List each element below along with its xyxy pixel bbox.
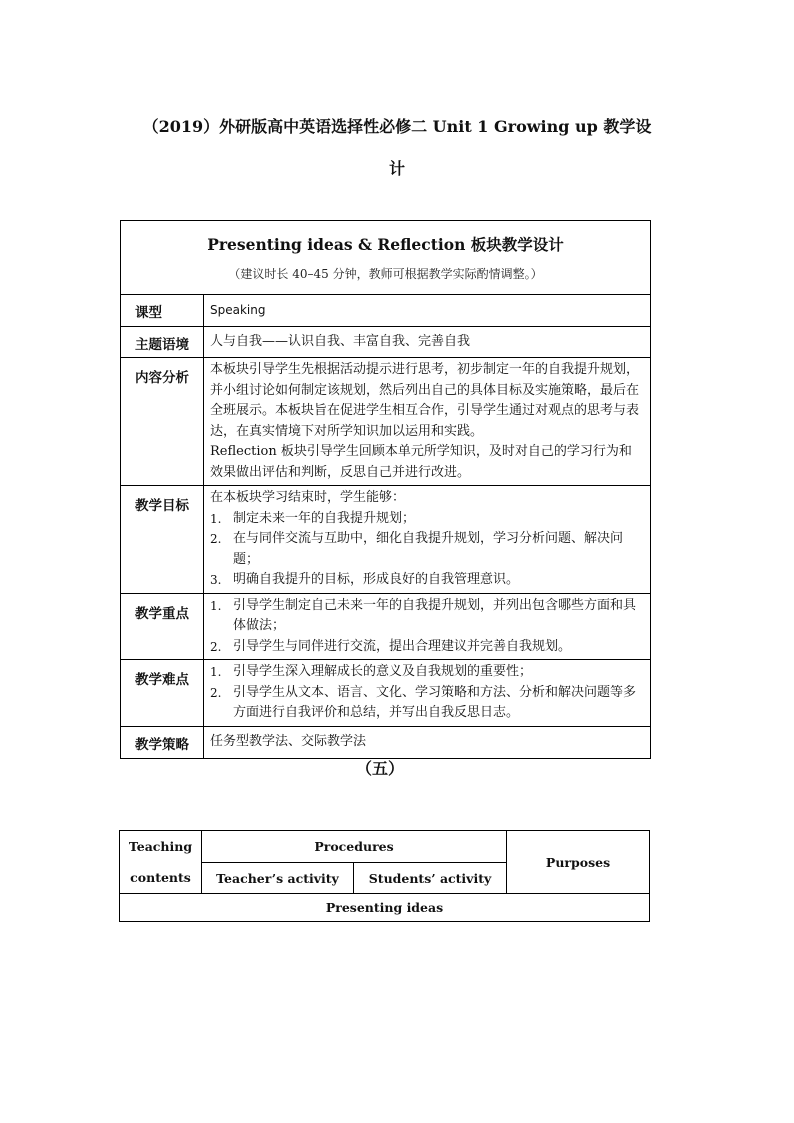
teaching-goals-list — [210, 509, 644, 591]
list-item — [210, 529, 644, 570]
document-title — [120, 106, 674, 190]
teaching-goals-intro: 在本板块学习结束时，学生能够： — [210, 490, 406, 505]
procedure-header-row — [120, 831, 650, 863]
list-item-number: 1. — [210, 665, 222, 679]
teaching-contents-line2: contents — [130, 870, 191, 885]
row-theme — [121, 327, 651, 358]
theme-label: 主题语境 — [121, 327, 204, 358]
content-analysis-para2: Reflection 板块引导学生回顾本单元所学知识，及时对自己的学习行为和效果做出评估和判断，反思自己并进行改进。 — [210, 444, 632, 480]
difficulties-list — [210, 662, 644, 724]
row-difficulties — [121, 660, 651, 727]
teaching-strategy-value: 任务型教学法、交际教学法 — [204, 726, 651, 758]
section-marker: （五） — [355, 759, 404, 778]
lesson-type-label: 课型 — [121, 295, 204, 327]
list-item-number: 2. — [210, 685, 222, 700]
content-analysis-label: 内容分析 — [121, 358, 204, 486]
list-item-number: 2. — [210, 639, 222, 654]
list-item-number: 2. — [210, 532, 222, 546]
purposes-header: Purposes — [507, 831, 650, 894]
difficulties-value — [204, 660, 651, 727]
teacher-activity-header: Teacher’s activity — [202, 863, 354, 894]
content-analysis-para1: 本板块引导学生先根据活动提示进行思考，初步制定一年的自我提升规划，并小组讨论如何制定该规划，然后列出自己的具体目标及实施策略，最后在全班展示。本板块旨在促进学生相互合作，引导学生通过对观点的思考与表达，在真实情境下对所学知识加以运用和实践。 — [210, 362, 640, 439]
list-item — [210, 683, 644, 724]
row-teaching-strategy — [121, 726, 651, 758]
list-item-text: 引导学生与同伴进行交流，提出合理建议并完善自我规划。 — [233, 638, 572, 654]
content-analysis-value — [204, 358, 651, 486]
list-item — [210, 596, 644, 637]
list-item-number: 3. — [210, 573, 222, 587]
teaching-strategy-label: 教学策略 — [121, 726, 204, 758]
lesson-type-value: Speaking — [204, 295, 651, 327]
list-item-text: 制定未来一年的自我提升规划； — [233, 510, 416, 526]
key-points-list — [210, 596, 644, 658]
list-item-number: 1. — [210, 511, 222, 526]
row-teaching-goals — [121, 486, 651, 594]
list-item-text: 引导学生制定自己未来一年的自我提升规划，并列出包含哪些方面和具体做法； — [233, 597, 637, 633]
procedure-section-row — [120, 894, 650, 922]
plan-table-duration-note: （建议时长 40–45 分钟，教师可根据教学实际酌情调整。） — [228, 267, 543, 281]
lesson-plan-table — [120, 220, 651, 759]
procedure-table — [119, 830, 650, 922]
plan-table-header-row — [121, 221, 651, 295]
list-item-text: 引导学生从文本、语言、文化、学习策略和方法、分析和解决问题等多方面进行自我评价和总结，并写出自我反思日志。 — [233, 684, 637, 720]
key-points-value — [204, 593, 651, 660]
list-item-text: 明确自我提升的目标，形成良好的自我管理意识。 — [233, 572, 520, 587]
list-item-text: 在与同伴交流与互助中，细化自我提升规划，学习分析问题、解决问题； — [233, 531, 624, 567]
row-content-analysis — [121, 358, 651, 486]
teaching-goals-label: 教学目标 — [121, 486, 204, 594]
list-item — [210, 570, 644, 591]
list-item — [210, 509, 644, 530]
procedures-header: Procedures — [202, 831, 507, 863]
theme-value: 人与自我——认识自我、丰富自我、完善自我 — [204, 327, 651, 358]
plan-table-title: Presenting ideas & Reflection 板块教学设计 — [207, 235, 564, 254]
key-points-label: 教学重点 — [121, 593, 204, 660]
teaching-contents-line1: Teaching — [128, 839, 193, 854]
teaching-goals-value — [204, 486, 651, 594]
list-item-number: 1. — [210, 598, 222, 613]
document-title-line2: 计 — [388, 159, 405, 178]
list-item-text: 引导学生深入理解成长的意义及自我规划的重要性； — [233, 664, 533, 679]
list-item — [210, 662, 644, 683]
students-activity-header: Students’ activity — [354, 863, 507, 894]
teaching-contents-header — [120, 831, 202, 894]
plan-table-header — [121, 221, 651, 295]
row-lesson-type — [121, 295, 651, 327]
list-item — [210, 637, 644, 658]
presenting-ideas-section: Presenting ideas — [120, 894, 650, 922]
difficulties-label: 教学难点 — [121, 660, 204, 727]
row-key-points — [121, 593, 651, 660]
document-title-line1: （2019）外研版高中英语选择性必修二 Unit 1 Growing up 教学设 — [142, 117, 652, 136]
